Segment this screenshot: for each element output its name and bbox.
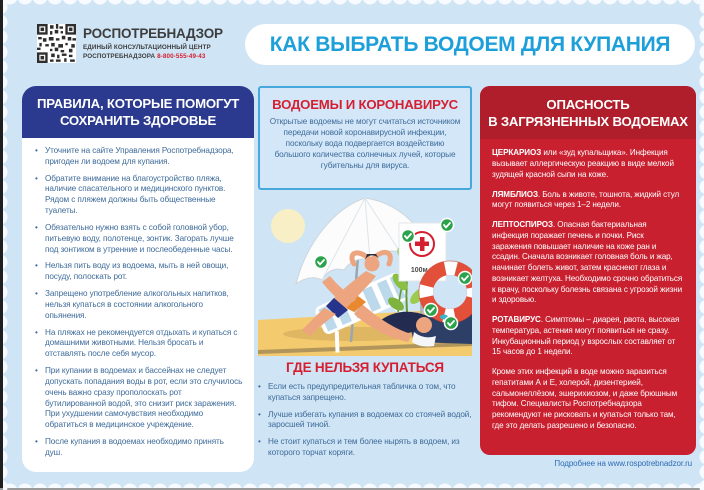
rules-list [35,146,243,459]
rule-item: • Уточните на сайте Управления Роспотребнадзора, пригоден ли водоем для купания. [35,146,243,168]
corona-title: ВОДОЕМЫ И КОРОНАВИРУС [272,97,458,112]
rule-item: • Запрещено употребление алкогольных напитков, нельзя купаться в состоянии алкогольного опьянения. [35,289,243,321]
check-marker-icon [425,304,438,317]
corona-box [258,86,472,190]
brand-line2-text: РОСПОТРЕБНАДЗОРА [83,53,156,60]
danger-item [492,190,684,212]
corona-text: Открытые водоемы не могут считаться источником передачи новой коронавирусной инфекции, поскольку вода подвергается воздействию большого количества солнечных лучей, которые губительны для вируса. [269,117,461,171]
brand-line2 [83,53,223,60]
danger-item-text: Кроме этих инфекций в воде можно заразиться гепатитами А и Е, холерой, дизентерией, сальмонеллёзом, эшерихиозом, и даже брюшным тифом. Специалисты Роспотребнадзора рекомендуют не рисковать и купаться только там, где это делать разрешено и безопасно. [492,367,678,430]
rule-item: • Нельзя пить воду из водоема, мыть в ней овощи, посуду, полоскать рот. [35,261,243,283]
rule-item: • На пляжах не рекомендуется отдыхать и купаться с домашними животными. Нельзя бросать и отставлять после себя мусор. [35,328,243,360]
brand-name: РОСПОТРЕБНАДЗОР [83,26,223,41]
danger-title-line1: ОПАСНОСТЬ [546,97,630,112]
danger-item [492,148,684,180]
check-marker-icon [441,219,454,232]
no-swim-item: • Лучше избегать купания в водоемах со стоячей водой, заросшей тиной. [258,410,472,432]
rule-item: • После купания в водоемах необходимо принять душ. [35,437,243,459]
no-swim-title: ГДЕ НЕЛЬЗЯ КУПАТЬСЯ [286,360,444,375]
check-marker-icon [315,256,328,269]
rules-header [22,86,254,138]
check-marker-icon [402,230,415,243]
stamp-edge-left [3,0,10,490]
danger-item-text: . Опасная бактериальная инфекция поражает печень и почки. Риск заражения повышает наличие на коже ран и ссадин. Сначала возникает головная боль и жар, начинает болеть живот, затем краснеют глаза и возникает желтуха. Необходимо срочно обратиться к врачу, поскольку болезнь связана с угрозой жизни и здоровью. [492,220,683,305]
rule-item: • Обязательно нужно взять с собой головной убор, питьевую воду, полотенце, зонтик. Загорать лучше под зонтиком в утренние и послеобеденные часы. [35,223,243,255]
danger-item-text: . Симптомы – диарея, рвота, высокая температура, астения могут появиться не сразу. Инкубационный период у взрослых составляет от 15 часов до 1 недели. [492,315,680,357]
danger-item [492,367,684,432]
rule-item: • Обратите внимание на благоустройство пляжа, наличие спасательного и медицинского пунктов. Рядом с пляжем должны быть общественные туалеты. [35,174,243,217]
brand-line1: ЕДИНЫЙ КОНСУЛЬТАЦИОННЫЙ ЦЕНТР [83,44,211,51]
rules-title-line2: СОХРАНИТЬ ЗДОРОВЬЕ [59,112,217,128]
danger-body [480,139,696,446]
danger-panel [480,86,696,455]
brand-phone: 8-800-555-49-43 [157,53,206,60]
qr-code-icon [37,24,76,63]
stamp-edge-top [3,0,704,7]
danger-item [492,315,684,358]
page-title-pill [245,24,695,65]
check-marker-icon [445,317,458,330]
danger-header [480,86,696,139]
beach-illustration [258,192,472,356]
danger-item-term: ЛЕПТОСПИРОЗ [492,220,553,230]
no-swim-item: • Если есть предупредительная табличка о том, что купаться запрещено. [258,382,472,404]
no-swim-item: • Не стоит купаться и тем более нырять в водоем, из которого торчат коряги. [258,437,472,459]
danger-title-line2: В ЗАГРЯЗНЕННЫХ ВОДОЕМАХ [488,114,688,130]
rules-title-line1: ПРАВИЛА, КОТОРЫЕ ПОМОГУТ [36,96,240,111]
no-swim-list [258,382,472,459]
rule-item: • При купании в водоемах и бассейнах не следует допускать попадания воды в рот, если это случилось очень важно сразу прополоскать рот бутилированной водой, это снизит риск заражения. При ухудшении самочувствия необходимо обратиться в медицинское учреждение. [35,366,243,431]
danger-item-text: . Боль в животе, тошнота, жидкий стул могут появиться через 1–2 недели. [492,189,680,210]
check-marker-icon [459,272,472,285]
rules-body [22,138,254,471]
danger-item-text: или «зуд купальщика». Инфекция вызывает аллергическую реакцию в виде мелкой зудящей красной сыпи на коже. [492,148,674,179]
footer-more-info: Подробнее на www.rospotrebnadzor.ru [554,459,692,468]
header-logo [37,24,223,63]
danger-item [492,220,684,306]
rules-card [22,86,254,472]
scan-edge-left [0,0,3,490]
stamp-edge-right [697,0,704,490]
no-swim-section [258,360,472,465]
danger-item-term: РОТАВИРУС [492,315,541,325]
sun-icon [271,209,305,243]
page-title: КАК ВЫБРАТЬ ВОДОЕМ ДЛЯ КУПАНИЯ [269,32,671,56]
sign-distance: 100м ▸ [410,267,434,274]
danger-item-term: ЛЯМБЛИОЗ [492,189,538,199]
danger-item-term: ЦЕРКАРИОЗ [492,148,542,158]
stamp-edge-bottom [3,481,704,488]
